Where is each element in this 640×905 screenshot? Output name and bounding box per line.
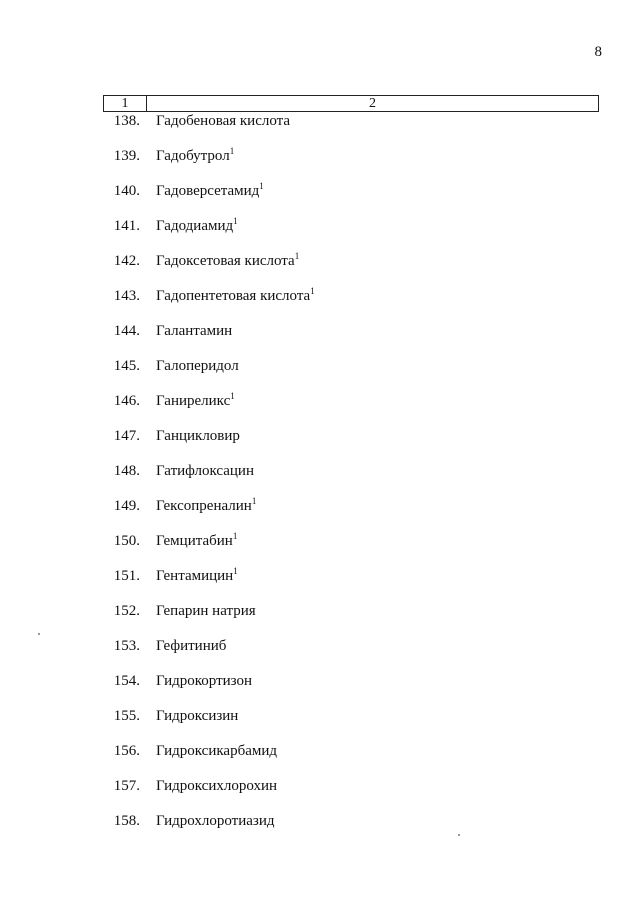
table-row: [0, 113, 640, 148]
table-row: [0, 183, 640, 218]
drug-name: Гадоксетовая кислота: [156, 253, 295, 269]
row-number: 154.: [113, 673, 140, 689]
table-row: [0, 498, 640, 533]
table-row: [0, 253, 640, 288]
footnote-marker: 1: [232, 531, 238, 541]
drug-name: Гадопентетовая кислота: [156, 288, 311, 304]
table-row: [0, 358, 640, 393]
row-number: 149.: [113, 498, 140, 514]
drug-name-cell: [156, 148, 234, 165]
drug-name: Гидроксикарбамид: [156, 743, 278, 759]
drug-name: Галоперидол: [156, 358, 239, 374]
drug-name: Гадобутрол: [156, 148, 230, 164]
footnote-marker: 1: [233, 566, 238, 576]
drug-name-cell: [156, 673, 252, 690]
row-number: 144.: [113, 323, 140, 339]
drug-name: Гидрокортизон: [156, 673, 253, 689]
table-row: [0, 743, 640, 778]
footnote-marker: 1: [294, 251, 300, 261]
row-number: 143.: [113, 288, 140, 304]
drug-name-cell: [156, 218, 238, 235]
footnote-marker: 1: [233, 216, 238, 226]
table-row: [0, 673, 640, 708]
table-row: [0, 568, 640, 603]
row-number: 146.: [113, 393, 140, 409]
drug-name-cell: [156, 428, 240, 445]
drug-name-cell: [156, 568, 238, 585]
drug-name-cell: [156, 638, 226, 655]
row-number: 140.: [113, 183, 140, 199]
row-number: 156.: [113, 743, 140, 759]
table-row: [0, 288, 640, 323]
row-number: 138.: [113, 113, 140, 129]
table-row: [0, 393, 640, 428]
row-number: 148.: [113, 463, 140, 479]
drug-name: Гентамицин: [156, 568, 234, 584]
drug-name-cell: [156, 463, 254, 480]
row-number: 150.: [113, 533, 140, 549]
drug-name: Гадобеновая кислота: [156, 113, 291, 129]
table-row: [0, 708, 640, 743]
drug-name: Гексопреналин: [156, 498, 252, 514]
drug-name: Ганиреликс: [156, 393, 231, 409]
table-row: [0, 638, 640, 673]
drug-name-cell: [156, 778, 277, 795]
page-number: 8: [594, 44, 602, 60]
table-row: [0, 323, 640, 358]
footnote-marker: 1: [230, 391, 235, 401]
drug-name-cell: [156, 288, 315, 305]
drug-name-cell: [156, 603, 256, 620]
footnote-marker: 1: [229, 146, 235, 156]
drug-name: Галантамин: [156, 323, 233, 339]
drug-name: Ганцикловир: [156, 428, 240, 444]
row-number: 142.: [113, 253, 140, 269]
row-number: 155.: [113, 708, 140, 724]
table-body: [0, 113, 640, 848]
table-row: [0, 463, 640, 498]
drug-name-cell: [156, 113, 290, 130]
scan-speck: [38, 633, 40, 635]
drug-name-cell: [156, 813, 275, 830]
table-row: [0, 778, 640, 813]
drug-name-cell: [156, 708, 238, 725]
row-number: 145.: [113, 358, 140, 374]
drug-name-cell: [156, 743, 277, 760]
drug-name-cell: [156, 253, 299, 270]
row-number: 152.: [113, 603, 140, 619]
column-1-header: 1: [104, 96, 147, 111]
row-number: 158.: [113, 813, 140, 829]
scan-speck: [458, 834, 460, 836]
footnote-marker: 1: [310, 286, 315, 296]
drug-name: Гемцитабин: [156, 533, 233, 549]
table-row: [0, 218, 640, 253]
table-row: [0, 533, 640, 568]
drug-name: Гадодиамид: [156, 218, 234, 234]
table-row: [0, 603, 640, 638]
row-number: 147.: [113, 428, 140, 444]
drug-name: Гадоверсетамид: [156, 183, 260, 199]
row-number: 141.: [113, 218, 140, 234]
drug-name-cell: [156, 498, 256, 515]
drug-name-cell: [156, 358, 239, 375]
row-number: 151.: [113, 568, 140, 584]
row-number: 157.: [113, 778, 140, 794]
table-row: [0, 428, 640, 463]
drug-name-cell: [156, 393, 235, 410]
footnote-marker: 1: [259, 181, 264, 191]
drug-name: Гепарин натрия: [156, 603, 256, 619]
table-header: [103, 95, 599, 112]
drug-name: Гидроксизин: [156, 708, 239, 724]
drug-name-cell: [156, 183, 264, 200]
drug-name: Гатифлоксацин: [156, 463, 254, 479]
drug-name: Гефитиниб: [156, 638, 227, 654]
drug-name: Гидроксихлорохин: [156, 778, 278, 794]
footnote-marker: 1: [251, 496, 257, 506]
drug-name: Гидрохлоротиазид: [156, 813, 275, 829]
row-number: 153.: [113, 638, 140, 654]
column-2-header: 2: [369, 96, 376, 111]
drug-name-cell: [156, 533, 237, 550]
drug-name-cell: [156, 323, 232, 340]
table-row: [0, 813, 640, 848]
table-row: [0, 148, 640, 183]
row-number: 139.: [113, 148, 140, 164]
